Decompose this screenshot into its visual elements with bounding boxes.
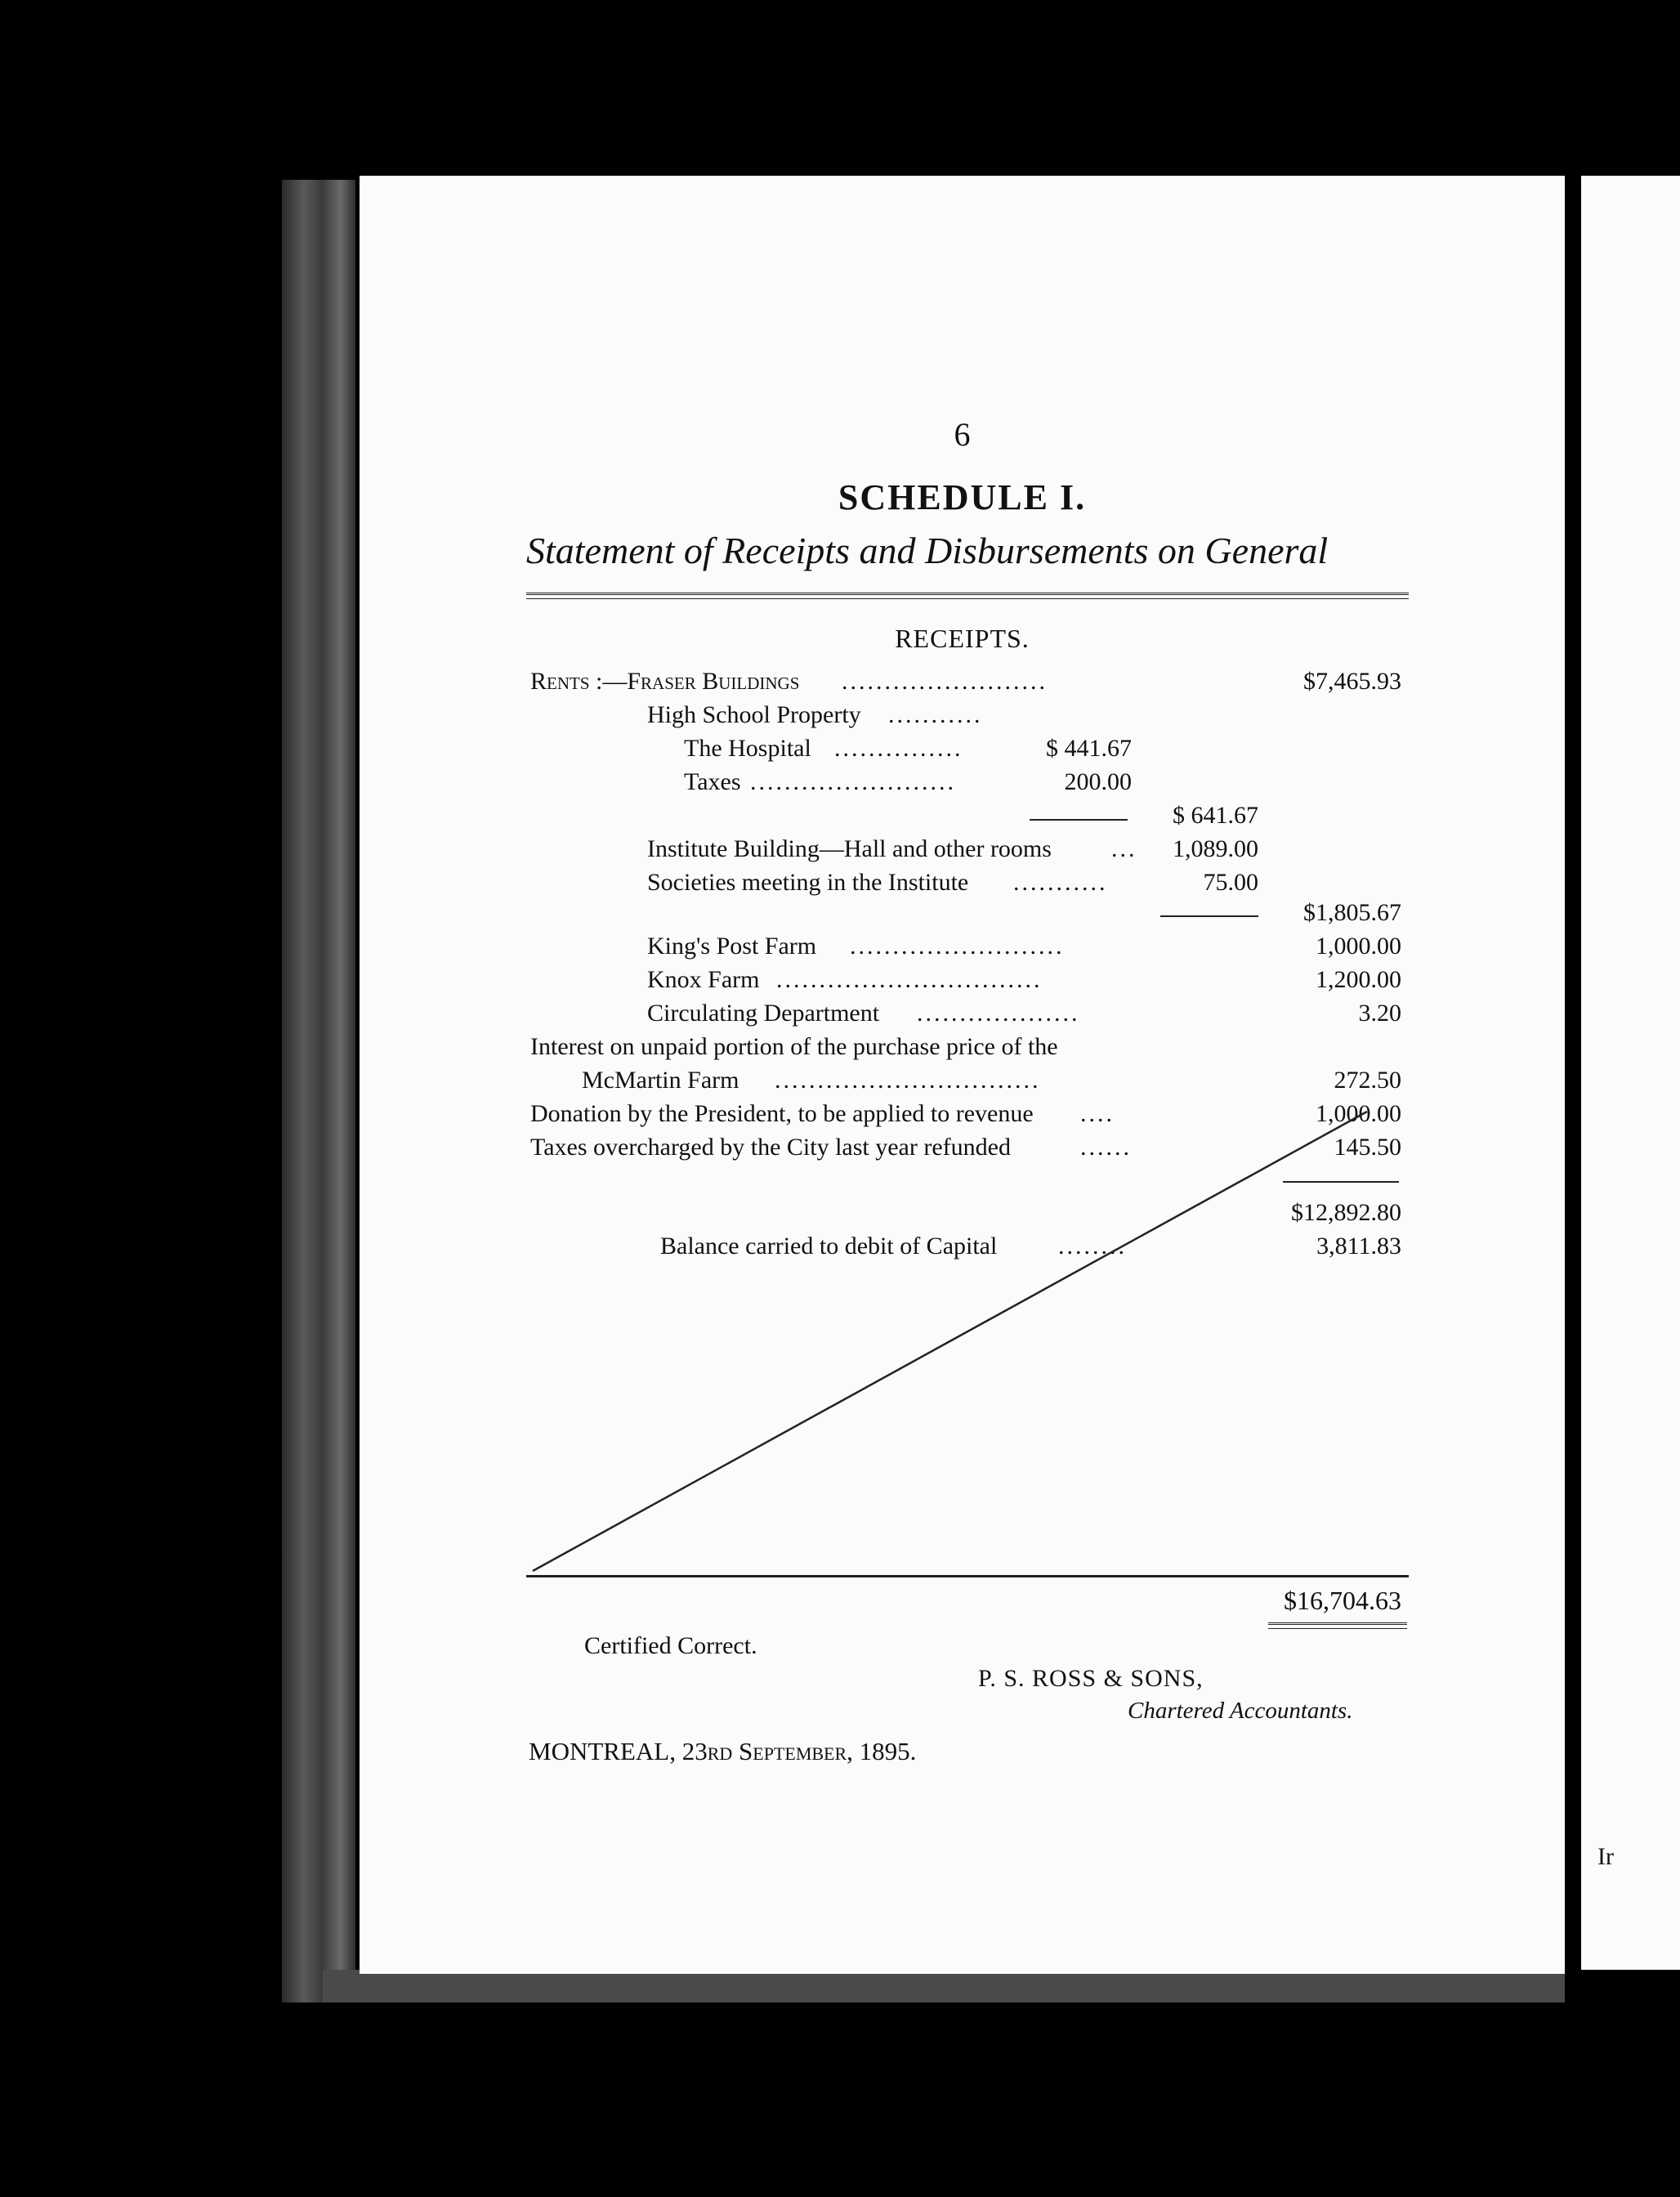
facing-page [1581,176,1680,1970]
amount: $7,465.93 [1303,668,1401,695]
amount: $ 441.67 [1046,735,1132,762]
row-label: Taxes overcharged by the City last year refunded [530,1134,1011,1161]
row-label: King's Post Farm [647,933,817,960]
row-label: Societies meeting in the Institute [647,869,969,896]
amount: 1,200.00 [1316,966,1401,993]
row-label: The Hospital [684,735,811,762]
row-label: McMartin Farm [582,1067,739,1094]
balance-label: Balance carried to debit of Capital [660,1233,998,1260]
amount: 75.00 [1203,869,1258,896]
amount: 1,000.00 [1316,1100,1401,1127]
leader-dots: ........... [1013,869,1108,896]
leader-dots: .... [1080,1100,1115,1127]
amount: 1,000.00 [1316,933,1401,960]
amount: 200.00 [1064,768,1132,795]
certified-text: Certified Correct. [584,1632,757,1659]
book-spine [282,180,355,2002]
receipts-heading: RECEIPTS. [895,624,1030,653]
row-label: Institute Building—Hall and other rooms [647,835,1052,862]
row-label: Circulating Department [647,1000,880,1027]
page-number: 6 [954,416,971,453]
balance-amount: 3,811.83 [1316,1233,1401,1260]
row-label: Donation by the President, to be applied to revenue [530,1100,1034,1127]
row-label: Interest on unpaid portion of the purchase price of the [530,1033,1058,1060]
leader-dots: ........... [888,701,983,728]
grand-total-row [360,1586,1565,1618]
amount: $1,805.67 [1303,899,1401,926]
document-page [360,176,1565,1974]
row-label: Taxes [684,768,741,795]
diagonal-filler-line [360,176,1565,1974]
firm-title: Chartered Accountants. [1128,1698,1353,1724]
page-edge [323,1970,1565,2002]
leader-dots: ............................... [775,1067,1041,1094]
subtotal-amount: $12,892.80 [1291,1199,1401,1226]
grand-total-rule [526,1575,1409,1577]
leader-dots: ........................ [842,668,1048,695]
place-date: MONTREAL, 23rd September, 1895. [529,1737,917,1765]
leader-dots: ................... [917,1000,1080,1027]
amount: 145.50 [1334,1134,1401,1161]
amount: 3.20 [1358,1000,1401,1027]
row-label: Knox Farm [647,966,760,993]
leader-dots: ........................ [750,768,956,795]
leader-dots: ......................... [850,933,1065,960]
leader-dots: ...... [1080,1134,1132,1161]
amount: $ 641.67 [1173,802,1258,829]
facing-page-fragment: Ir [1597,1843,1614,1870]
statement-subtitle: Statement of Receipts and Disbursements on General [526,530,1329,571]
amount: 1,089.00 [1173,835,1258,862]
leader-dots: ............... [834,735,963,762]
firm-name: P. S. ROSS & SONS, [978,1665,1204,1692]
leader-dots: ........ [1058,1233,1127,1260]
row-label: Rents :—Fraser Buildings [530,668,800,695]
row-label: High School Property [647,701,861,728]
grand-total-double-rule [1268,1622,1407,1629]
leader-dots: ... [1111,835,1137,862]
cancellation-line [533,1112,1367,1571]
amount: 272.50 [1334,1067,1401,1094]
grand-total-amount: $16,704.63 [1284,1586,1401,1615]
leader-dots: ............................... [776,966,1043,993]
schedule-title: SCHEDULE I. [838,477,1087,517]
